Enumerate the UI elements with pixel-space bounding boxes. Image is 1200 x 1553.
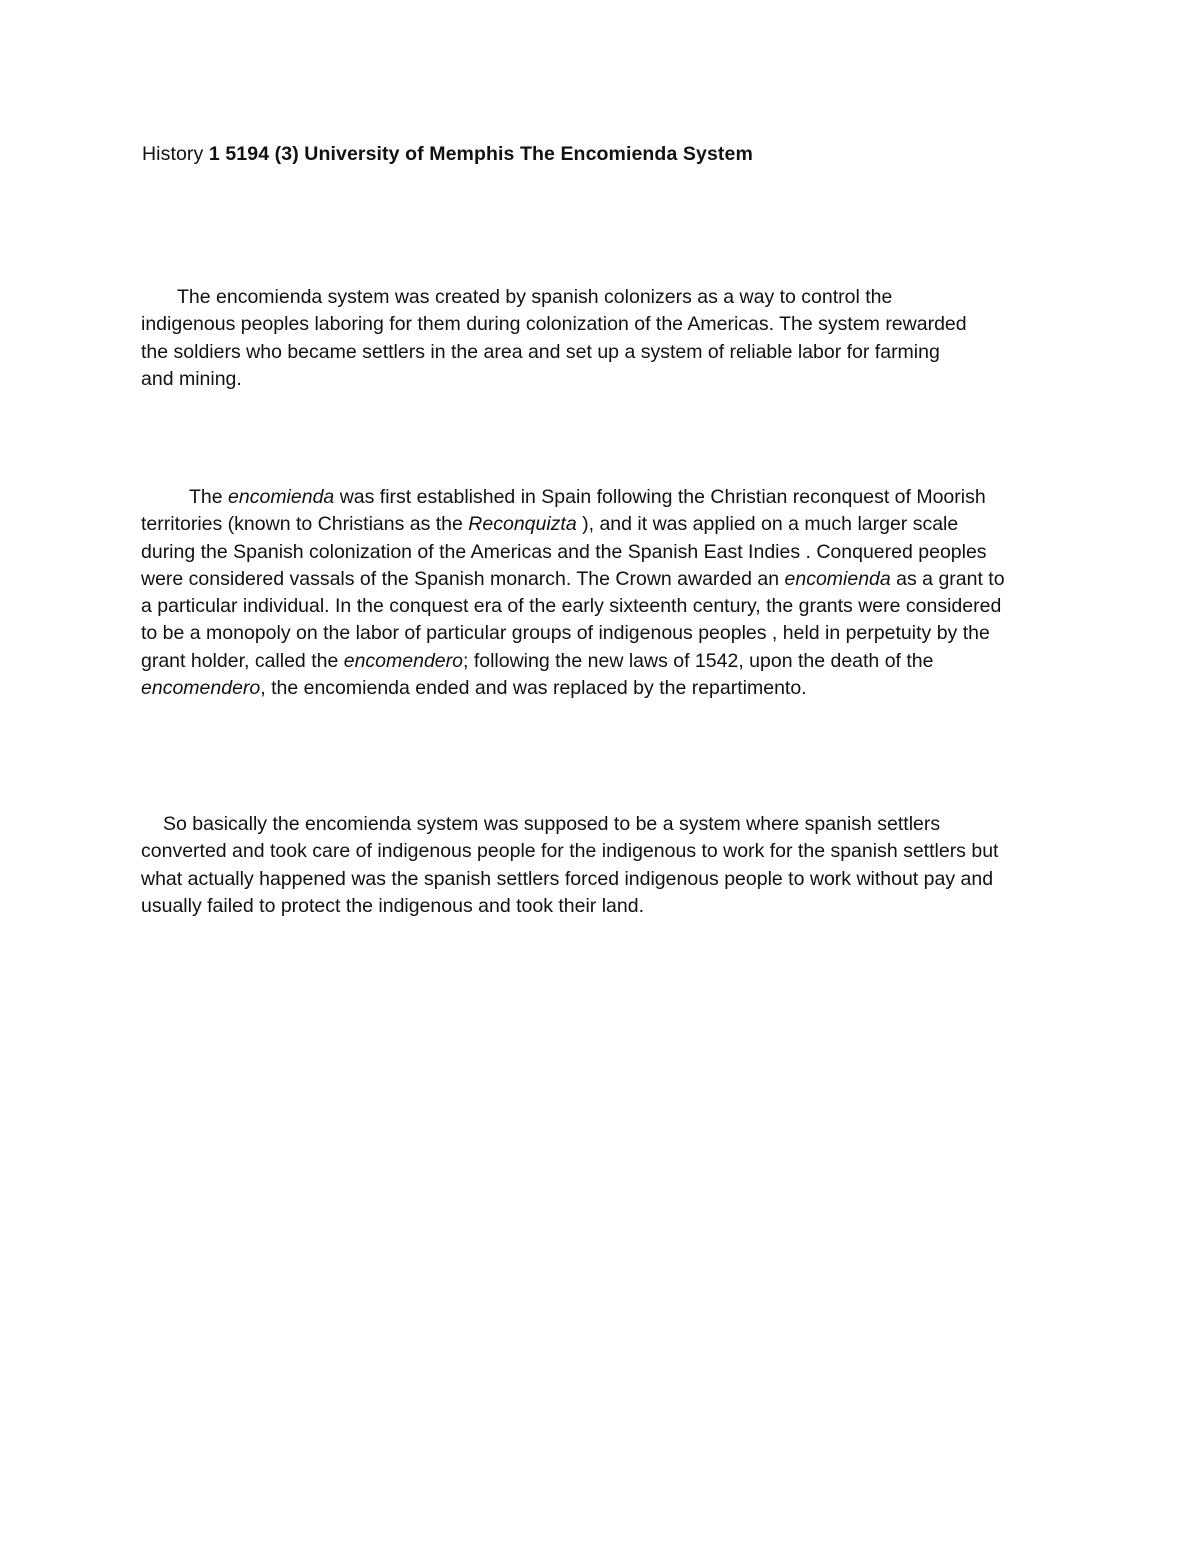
paragraph-2-line (141, 484, 1061, 511)
italic-term: encomienda (228, 486, 335, 508)
paragraph-2-line: to be a monopoly on the labor of particular groups of indigenous peoples , held in perpetuity by the (141, 622, 990, 645)
text-run: , the encomienda ended and was replaced by the repartimento. (260, 677, 807, 700)
paragraph-2-line (141, 511, 1061, 538)
paragraph-2-line (141, 675, 1061, 702)
paragraph-3 (141, 811, 1061, 920)
paragraph-1-line: indigenous peoples laboring for them during colonization of the Americas. The system rewarded (141, 313, 967, 336)
italic-term: Reconquizta (468, 513, 577, 536)
paragraph-3-line: So basically the encomienda system was supposed to be a system where spanish settlers (163, 813, 941, 835)
text-run: was first established in Spain following the Christian reconquest of Moorish (334, 486, 986, 508)
paragraph-3-line: what actually happened was the spanish settlers forced indigenous people to work without pay and (141, 867, 994, 890)
text-run: ), and it was applied on a much larger scale (576, 513, 959, 536)
text-run: as a grant to (890, 567, 1005, 590)
paragraph-1-line: the soldiers who became settlers in the area and set up a system of reliable labor for farming (141, 340, 940, 363)
paragraph-1-line: and mining. (141, 367, 242, 390)
paragraph-2-line: a particular individual. In the conquest era of the early sixteenth century, the grants were considered (141, 595, 1002, 618)
italic-term: encomienda (784, 567, 891, 590)
title-bold-text: 1 5194 (3) University of Memphis The Encomienda System (208, 143, 753, 165)
paragraph-3-line: converted and took care of indigenous people for the indigenous to work for the spanish settlers but (141, 840, 999, 863)
text-run: grant holder, called the (141, 649, 344, 672)
text-run: territories (known to Christians as the (141, 513, 469, 536)
paragraph-2-line: during the Spanish colonization of the Americas and the Spanish East Indies . Conquered peoples (141, 540, 987, 563)
italic-term: encomendero (141, 677, 261, 700)
text-run: The (189, 486, 229, 508)
document-title (142, 141, 1062, 167)
text-run: were considered vassals of the Spanish monarch. The Crown awarded an (141, 567, 785, 590)
paragraph-3-line: usually failed to protect the indigenous and took their land. (141, 894, 645, 917)
paragraph-1 (141, 284, 1061, 393)
title-prefix: History (142, 143, 209, 165)
text-run: ; following the new laws of 1542, upon the death of the (462, 649, 934, 672)
paragraph-2-line (141, 648, 1061, 675)
paragraph-1-line: The encomienda system was created by spanish colonizers as a way to control the (177, 286, 893, 308)
paragraph-2 (141, 484, 1061, 702)
italic-term: encomendero (343, 649, 463, 672)
paragraph-2-line (141, 566, 1061, 593)
